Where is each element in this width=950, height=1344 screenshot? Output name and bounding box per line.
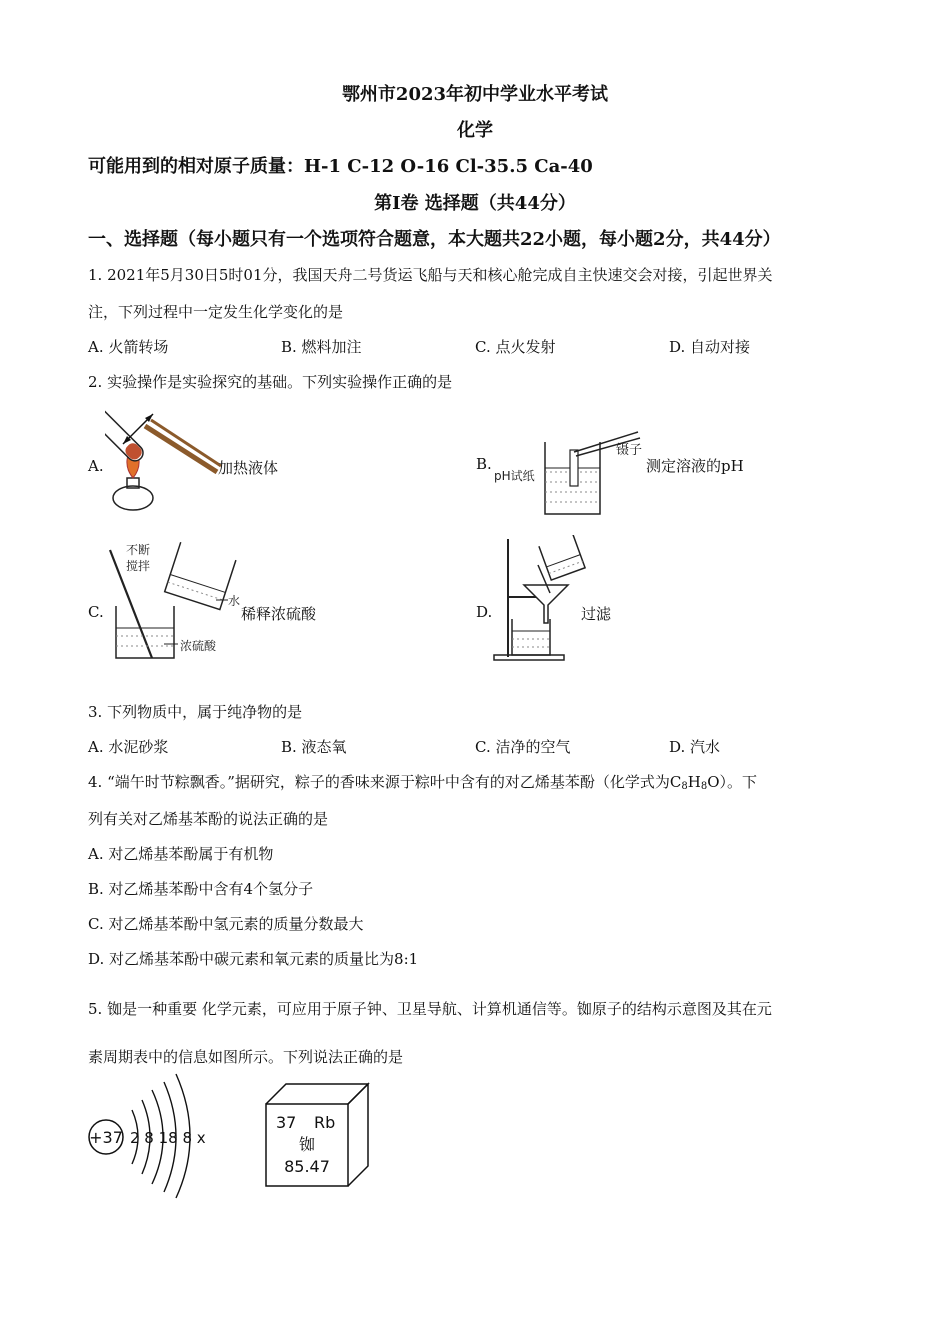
q2-option-a-caption: 加热液体 xyxy=(218,459,279,477)
q4-option-d: D. 对乙烯基苯酚中碳元素和氧元素的质量比为8:1 xyxy=(88,950,419,968)
label-stir-1: 不断 xyxy=(126,543,151,557)
q4-option-c: C. 对乙烯基苯酚中氢元素的质量分数最大 xyxy=(88,915,364,933)
q2-option-d-letter: D. xyxy=(476,603,493,621)
filtration-illustration xyxy=(490,535,590,665)
q4-option-b: B. 对乙烯基苯酚中含有4个氢分子 xyxy=(88,880,314,898)
nucleus-label: +37 xyxy=(89,1128,123,1147)
q2-option-d-caption: 过滤 xyxy=(581,605,612,623)
q2-option-a-letter: A. xyxy=(88,457,104,475)
q5-line1: 5. 铷是一种重要 化学元素，可应用于原子钟、卫星导航、计算机通信等。铷原子的结构示意图及其在元 xyxy=(88,1000,772,1018)
q1-line2: 注，下列过程中一定发生化学变化的是 xyxy=(88,303,344,321)
q3-option-a: A. 水泥砂浆 xyxy=(88,738,169,756)
q1-option-d: D. 自动对接 xyxy=(669,338,751,356)
atomic-masses: 可能用到的相对原子质量：H-1 C-12 O-16 Cl-35.5 Ca-40 xyxy=(88,156,593,177)
element-number: 37 xyxy=(276,1113,297,1132)
q4-option-a: A. 对乙烯基苯酚属于有机物 xyxy=(88,845,274,863)
q1-option-c: C. 点火发射 xyxy=(475,338,556,356)
label-tweezers: 镊子 xyxy=(616,443,643,458)
label-water: 水 xyxy=(228,594,241,608)
q3-option-c: C. 洁净的空气 xyxy=(475,738,571,756)
dilute-acid-illustration xyxy=(104,540,254,665)
element-name: 铷 xyxy=(298,1135,316,1154)
q3-option-d: D. 汽水 xyxy=(669,738,721,756)
q4-line2: 列有关对乙烯基苯酚的说法正确的是 xyxy=(88,810,329,828)
q4-line1: 4. “端午时节粽飘香。”据研究，粽子的香味来源于粽叶中含有的对乙烯基苯酚（化学式为$C_8H_8O$）。下 xyxy=(88,773,758,792)
section-title: 一、选择题（每小题只有一个选项符合题意，本大题共22小题，每小题2分，共44分） xyxy=(88,229,781,250)
rb-periodic-table-cell xyxy=(262,1080,374,1190)
q3-option-b: B. 液态氧 xyxy=(281,738,347,756)
shell-electrons: 2 8 18 8 x xyxy=(130,1129,206,1147)
q2-option-c-caption: 稀释浓硫酸 xyxy=(241,605,317,623)
ph-test-illustration xyxy=(490,428,650,520)
q2-option-b-letter: B. xyxy=(476,455,492,473)
q2-option-c-letter: C. xyxy=(88,603,104,621)
q2-stem: 2. 实验操作是实验探究的基础。下列实验操作正确的是 xyxy=(88,373,453,391)
q1-option-a: A. 火箭转场 xyxy=(88,338,169,356)
q1-line1: 1. 2021年5月30日5时01分，我国天舟二号货运飞船与天和核心舱完成自主快速交会对接，引起世界关 xyxy=(88,266,773,284)
label-stir-2: 搅拌 xyxy=(126,559,151,573)
element-mass: 85.47 xyxy=(284,1157,330,1176)
q5-line2: 素周期表中的信息如图所示。下列说法正确的是 xyxy=(88,1048,404,1066)
q2-option-b-caption: 测定溶液的pH xyxy=(646,457,744,475)
part-title: 第Ⅰ卷 选择题（共44分） xyxy=(374,193,576,214)
heating-liquid-illustration xyxy=(105,400,225,520)
subject-title: 化学 xyxy=(457,120,493,141)
label-ph-paper: pH试纸 xyxy=(494,469,535,483)
q3-stem: 3. 下列物质中，属于纯净物的是 xyxy=(88,703,303,721)
element-symbol: Rb xyxy=(314,1113,336,1132)
rb-atom-structure-diagram xyxy=(84,1070,214,1200)
label-concentrated-acid: 浓硫酸 xyxy=(180,639,217,653)
q1-option-b: B. 燃料加注 xyxy=(281,338,362,356)
exam-title: 鄂州市2023年初中学业水平考试 xyxy=(341,84,609,105)
